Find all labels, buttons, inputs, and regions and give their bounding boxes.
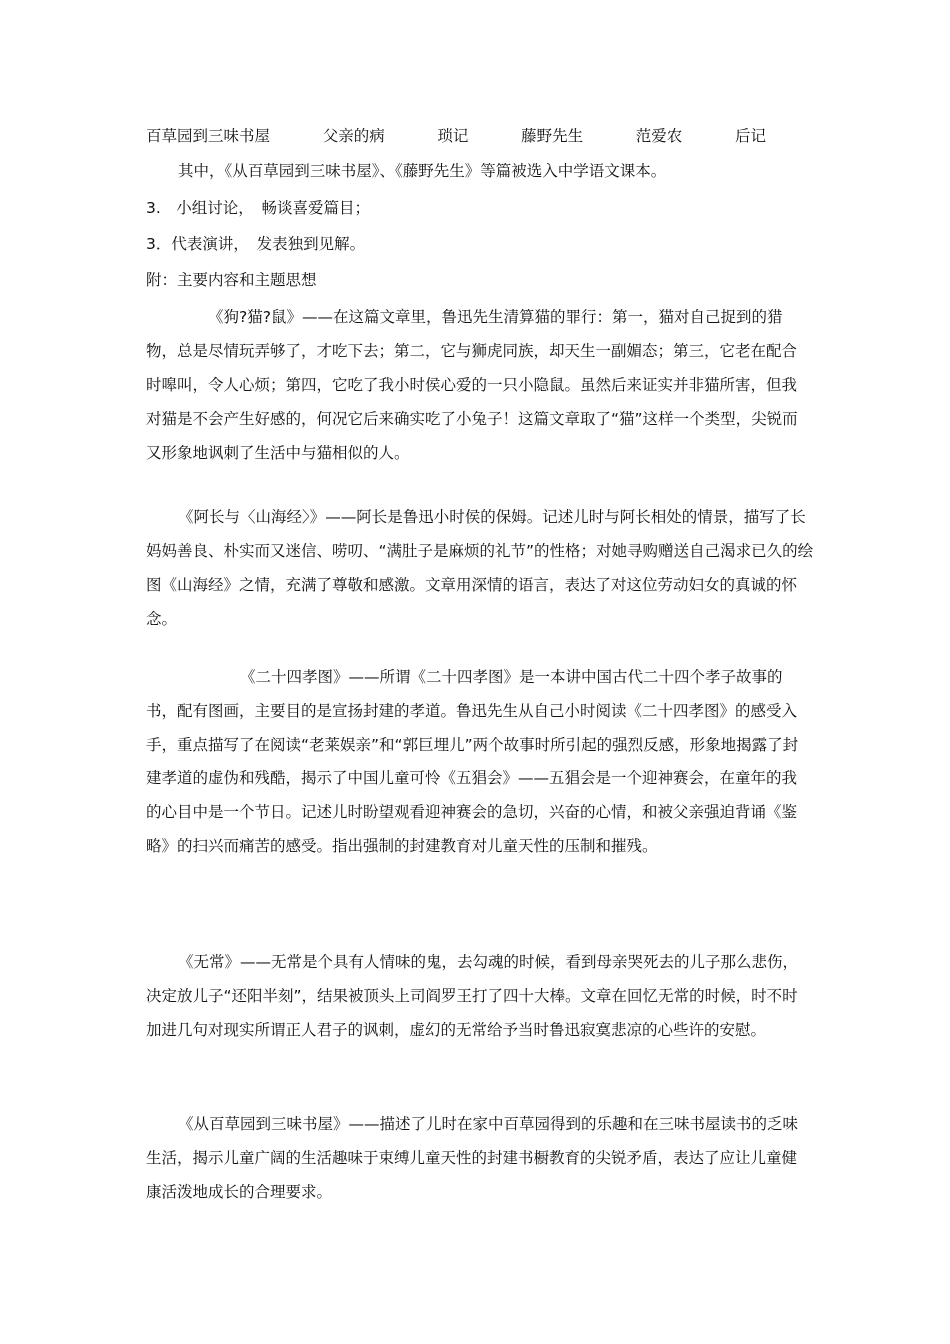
work-title: 后记: [734, 127, 766, 145]
paragraph-twenty-four-filial: 《二十四孝图》——所谓《二十四孝图》是一本讲中国古代二十四个孝子故事的书，配有图画，主要目的是宣扬封建的孝道。鲁迅先生从自己小时阅读《二十四孝图》的感受入手，重点描写了在阅读“老莱娱亲”和“郭巨埋儿”两个故事时所引起的强烈反感，形象地揭露了封建孝道的虚伪和残酷，揭示了中国儿童可怜《五猖会》——五猖会是一个迎神赛会，在童年的我的心目中是一个节日。记述儿时盼望观看迎神赛会的急切，兴奋的心情，和被父亲强迫背诵《鉴略》的扫兴而痛苦的感受。指出强制的封建教育对儿童天性的压制和摧残。: [146, 668, 799, 855]
works-title-list: [146, 126, 766, 146]
paragraph-ah-chang: 《阿长与〈山海经〉》——阿长是鲁迅小时侯的保姆。记述儿时与阿长相处的情景，描写了长妈妈善良、朴实而又迷信、唠叨、“满肚子是麻烦的礼节”的性格；对她寻购赠送自己渴求已久的绘图《山海经》之情，充满了尊敬和感激。文章用深情的语言，表达了对这位劳动妇女的真诚的怀念。: [146, 508, 814, 628]
step-group-discussion: 3. 小组讨论， 畅谈喜爱篇目；: [146, 199, 371, 217]
work-title: 百草园到三味书屋: [146, 127, 271, 145]
appendix-title: 附：主要内容和主题思想: [146, 271, 317, 289]
work-title: 范爱农: [635, 127, 683, 145]
textbook-selection-note: 其中，《从百草园到三味书屋》、《藤野先生》等篇被选入中学语文课本。: [178, 162, 667, 180]
work-title: 琐记: [437, 127, 469, 145]
paragraph-dog-cat-mouse: 《狗?猫?鼠》——在这篇文章里，鲁迅先生清算猫的罪行：第一，猫对自己捉到的猎物，总是尽情玩弄够了，才吃下去；第二，它与狮虎同族，却天生一副媚态；第三，它老在配合时嗥叫，令人心烦；第四，它吃了我小时侯心爱的一只小隐鼠。虽然后来证实并非猫所害，但我对猫是不会产生好感的，何况它后来确实吃了小兔子！这篇文章取了“猫”这样一个类型，尖锐而又形象地讽刺了生活中与猫相似的人。: [146, 308, 798, 462]
paragraph-baicaoyuan: 《从百草园到三味书屋》——描述了儿时在家中百草园得到的乐趣和在三味书屋读书的乏味生活，揭示儿童广阔的生活趣味于束缚儿童天性的封建书橱教育的尖锐矛盾，表达了应让儿童健康活泼地成长的合理要求。: [146, 1115, 799, 1201]
work-title: 藤野先生: [521, 127, 584, 145]
paragraph-wuchang: 《无常》——无常是个具有人情味的鬼，去勾魂的时候，看到母亲哭死去的儿子那么悲伤，决定放儿子“还阳半刻”，结果被顶头上司阎罗王打了四十大棒。文章在回忆无常的时候，时不时加进几句对现实所谓正人君子的讽刺，虚幻的无常给予当时鲁迅寂寞悲凉的心些许的安慰。: [146, 953, 799, 1039]
step-representative-speech: 3．代表演讲， 发表独到见解。: [146, 235, 366, 253]
work-title: 父亲的病: [322, 127, 385, 145]
